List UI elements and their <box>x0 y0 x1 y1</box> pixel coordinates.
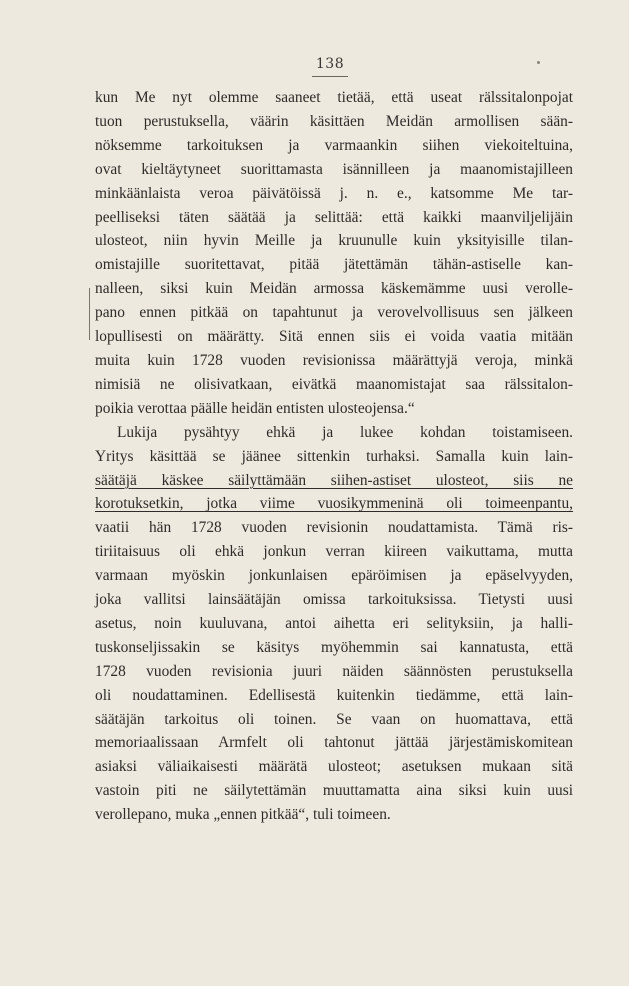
body-text <box>95 86 573 827</box>
text-line-31: verollepano, muka „ennen pitkää“, tuli toimeen. <box>95 806 391 824</box>
text-line-4: ovat kieltäytyneet suorittamasta isännilleen ja maanomistajilleen <box>95 160 573 178</box>
text-line-6: peelliseksi täten säätää ja selittää: että kaikki maanviljelijäin <box>95 208 573 226</box>
text-line-1: kun Me nyt olemme saaneet tietää, että useat rälssitalonpojat <box>95 89 573 106</box>
text-line-5: minkäänlaista veroa päivätöissä j. n. e., katsomme Me tar- <box>95 184 573 202</box>
text-line-3: nöksemme tarkoituksen ja varmaankin siihen viekoiteltuina, <box>95 136 573 154</box>
text-line-15: Lukija pysähtyy ehkä ja lukee kohdan toistamiseen. <box>117 423 573 441</box>
text-line-23: asetus, noin kuuluvana, antoi aihetta eri selityksiin, ja halli- <box>95 614 573 632</box>
text-line-2: tuon perustuksella, väärin käsittäen Meidän armollisen sään- <box>95 112 573 130</box>
text-line-12: muita kuin 1728 vuoden revisionissa määrättyjä veroja, minkä <box>95 351 573 369</box>
text-line-22: joka vallitsi lainsäätäjän omissa tarkoituksissa. Tietysti uusi <box>95 591 573 609</box>
page-number-rule <box>312 76 348 77</box>
page-number: 138 <box>315 56 345 72</box>
text-line-24: tuskonseljissakin se käsitys myöhemmin sai kannatusta, että <box>95 638 573 656</box>
text-line-11: lopullisesti on määrätty. Sitä ennen siis ei voida vaatia mitään <box>95 328 573 346</box>
margin-mark <box>89 288 90 340</box>
text-line-8: omistajille suoritettavat, pitää jätettämän tähän-astiselle kan- <box>95 256 573 274</box>
text-line-28: memoriaalissaan Armfelt oli tahtonut jättää järjestämiskomitean <box>95 734 573 752</box>
text-line-30: vastoin piti ne säilytettämän muuttamatta aina siksi kuin uusi <box>95 782 573 800</box>
text-line-14: poikia verottaa päälle heidän entisten ulosteojensa.“ <box>95 399 415 417</box>
text-line-29: asiaksi väliaikaisesti määrätä ulosteot; asetuksen mukaan sitä <box>95 758 573 776</box>
text-line-7: ulosteot, niin hyvin Meille ja kruunulle kuin yksityisille tilan- <box>95 232 573 250</box>
text-line-27: säätäjän tarkoitus oli toinen. Se vaan on huomattava, että <box>95 710 573 728</box>
text-line-13: nimisiä ne olisivatkaan, eivätkä maanomistajat saa rälssitalon- <box>95 375 573 393</box>
text-line-10: pano ennen pitkää on tapahtunut ja verovelvollisuus sen jälkeen <box>95 304 573 322</box>
text-line-25: 1728 vuoden revisionia juuri näiden säännösten perustuksella <box>95 662 573 680</box>
text-line-9: nalleen, siksi kuin Meidän armossa käskemämme uusi verolle- <box>95 280 573 298</box>
paper-speck <box>537 61 540 64</box>
text-line-19: vaatii hän 1728 vuoden revisionin noudattamista. Tämä ris- <box>95 519 573 537</box>
text-line-17: säätäjä käskee säilyttämään siihen-astiset ulosteot, siis ne <box>95 471 573 489</box>
text-line-16: Yritys käsittää se jäänee sittenkin turhaksi. Samalla kuin lain- <box>95 447 573 465</box>
text-line-26: oli noudattaminen. Edellisestä kuitenkin tiedämme, että lain- <box>95 686 573 704</box>
text-line-18: korotuksetkin, jotka viime vuosikymmeninä oli toimeenpantu, <box>95 495 573 513</box>
text-line-20: tiriitaisuus oli ehkä jonkun verran kiireen vaikuttama, mutta <box>95 543 573 561</box>
text-line-21: varmaan myöskin jonkunlaisen epäröimisen ja epäselvyyden, <box>95 567 573 585</box>
